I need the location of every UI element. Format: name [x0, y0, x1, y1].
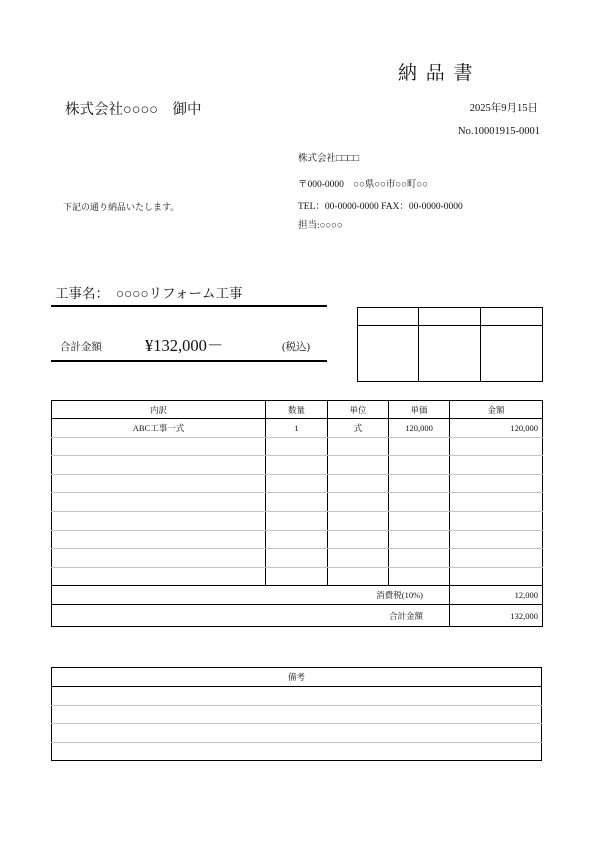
cell-amount [450, 567, 543, 586]
table-row [52, 567, 543, 586]
cell-description [52, 530, 266, 549]
stamp-body-row [358, 326, 543, 382]
cell-unit [328, 549, 389, 568]
sender-address: 〒000-0000 ○○県○○市○○町○○ [298, 180, 428, 190]
cell-unit [328, 474, 389, 493]
remarks-table [51, 667, 542, 761]
cell-unit-price [389, 437, 450, 456]
remarks-cell [52, 705, 542, 724]
cell-unit [328, 456, 389, 475]
cell-unit-price: 120,000 [389, 419, 450, 438]
cell-unit [328, 511, 389, 530]
remarks-cell [52, 742, 542, 761]
header-amount: 金額 [450, 401, 543, 419]
cell-quantity [266, 437, 328, 456]
cell-description: ABC工事一式 [52, 419, 266, 438]
cell-unit-price [389, 456, 450, 475]
table-row [52, 530, 543, 549]
recipient-name: 株式会社○○○○ 御中 [65, 102, 202, 118]
sender-person: 担当:○○○○ [298, 221, 343, 231]
cell-unit-price [389, 493, 450, 512]
cell-unit-price [389, 474, 450, 493]
remarks-cell [52, 687, 542, 706]
cell-quantity [266, 549, 328, 568]
header-unit-price: 単価 [389, 401, 450, 419]
remarks-line [52, 724, 542, 743]
remarks-line [52, 742, 542, 761]
cell-unit-price [389, 549, 450, 568]
table-row [52, 419, 543, 438]
stamp-header-row [358, 308, 543, 326]
cell-unit [328, 530, 389, 549]
project-underline [51, 305, 327, 307]
project-label: 工事名： [55, 286, 109, 301]
cell-unit [328, 437, 389, 456]
total-underline [51, 360, 327, 362]
stamp-cell [419, 326, 481, 382]
grand-total-row [52, 605, 543, 627]
cell-amount: 120,000 [450, 419, 543, 438]
cell-amount [450, 456, 543, 475]
stamp-cell [358, 326, 419, 382]
document-title: 納 品 書 [398, 63, 475, 84]
project-name: ○○○○リフォーム工事 [116, 286, 243, 301]
cell-quantity [266, 567, 328, 586]
remarks-header: 備考 [52, 668, 542, 687]
remarks-cell [52, 724, 542, 743]
issue-date: 2025年9月15日 [469, 103, 538, 114]
cell-unit [328, 567, 389, 586]
tax-row [52, 586, 543, 605]
tax-label: 消費税(10%) [52, 586, 450, 605]
table-row [52, 437, 543, 456]
cell-amount [450, 511, 543, 530]
header-quantity: 数量 [266, 401, 328, 419]
table-row [52, 493, 543, 512]
cell-amount [450, 437, 543, 456]
table-row [52, 549, 543, 568]
stamp-box [357, 307, 543, 382]
sender-contact: TEL：00-0000-0000 FAX：00-0000-0000 [298, 202, 463, 212]
cell-description [52, 474, 266, 493]
table-header-row [52, 401, 543, 419]
cell-amount [450, 493, 543, 512]
cell-amount [450, 530, 543, 549]
grand-total-value: 132,000 [450, 605, 543, 627]
cell-unit: 式 [328, 419, 389, 438]
header-unit: 単位 [328, 401, 389, 419]
table-row [52, 511, 543, 530]
cell-amount [450, 474, 543, 493]
cell-quantity [266, 493, 328, 512]
cell-description [52, 511, 266, 530]
tax-value: 12,000 [450, 586, 543, 605]
remarks-line [52, 705, 542, 724]
cell-quantity [266, 511, 328, 530]
cell-quantity [266, 456, 328, 475]
tax-included-note: (税込) [282, 342, 310, 353]
cell-quantity [266, 474, 328, 493]
table-row [52, 456, 543, 475]
cell-unit-price [389, 567, 450, 586]
grand-total-label: 合計金額 [52, 605, 450, 627]
cell-unit-price [389, 530, 450, 549]
stamp-cell [481, 326, 543, 382]
cell-quantity: 1 [266, 419, 328, 438]
cell-unit [328, 493, 389, 512]
items-table [51, 400, 543, 627]
stamp-header-cell [419, 308, 481, 326]
total-amount: ¥132,000－ [145, 336, 224, 355]
cell-unit-price [389, 511, 450, 530]
cell-description [52, 493, 266, 512]
sender-company: 株式会社□□□□ [298, 154, 359, 164]
remarks-line [52, 687, 542, 706]
cell-quantity [266, 530, 328, 549]
total-label: 合計金額 [60, 342, 102, 353]
stamp-header-cell [481, 308, 543, 326]
cell-description [52, 567, 266, 586]
remarks-header-row [52, 668, 542, 687]
cell-description [52, 437, 266, 456]
cell-description [52, 456, 266, 475]
header-description: 内訳 [52, 401, 266, 419]
cell-amount [450, 549, 543, 568]
intro-text: 下記の通り納品いたします。 [63, 202, 180, 212]
stamp-header-cell [358, 308, 419, 326]
document-number: No.10001915-0001 [458, 126, 540, 137]
cell-description [52, 549, 266, 568]
table-row [52, 474, 543, 493]
